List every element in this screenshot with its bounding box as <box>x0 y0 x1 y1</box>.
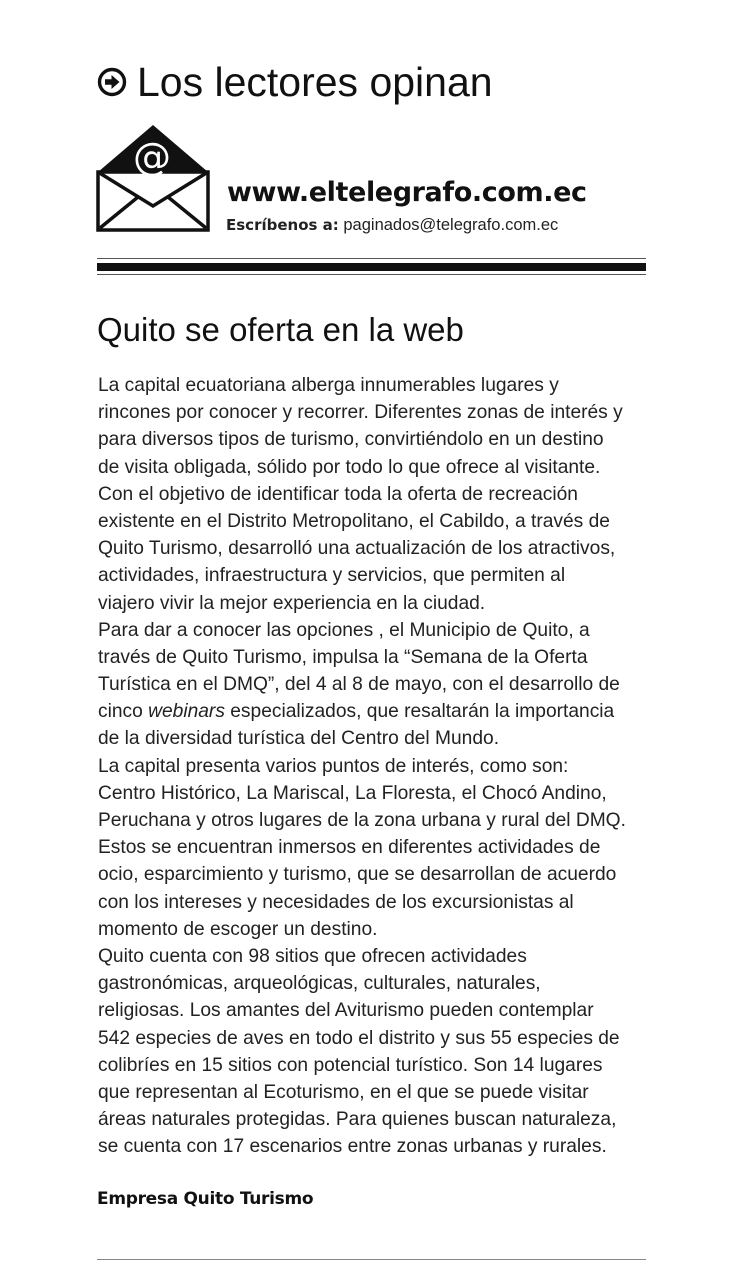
article-author: Empresa Quito Turismo <box>97 1189 314 1209</box>
divider-bottom <box>97 1259 646 1260</box>
svg-text:@: @ <box>133 135 171 179</box>
write-to-label: Escríbenos a: <box>226 216 339 234</box>
article-line: de la diversidad turística del Centro del Mundo. <box>98 728 500 750</box>
article-line: Quito cuenta con 98 sitios que ofrecen actividades <box>98 945 527 967</box>
article-line: ocio, esparcimiento y turismo, que se desarrollan de acuerdo <box>98 864 617 886</box>
divider-thin-top <box>97 258 646 259</box>
website-url[interactable]: www.eltelegrafo.com.ec <box>227 177 587 208</box>
article-line: Estos se encuentran inmersos en diferentes actividades de <box>98 837 601 859</box>
divider-thin-bottom <box>97 274 646 275</box>
article-line: Centro Histórico, La Mariscal, La Floresta, el Chocó Andino, <box>98 782 607 804</box>
article-line: Turística en el DMQ”, del 4 al 8 de mayo, con el desarrollo de <box>98 674 620 696</box>
article-line: Para dar a conocer las opciones , el Municipio de Quito, a <box>98 619 590 641</box>
section-header <box>97 56 493 108</box>
divider-thick <box>97 263 646 271</box>
article-line: viajero vivir la mejor experiencia en la ciudad. <box>98 592 486 614</box>
article-line: actividades, infraestructura y servicios, que permiten al <box>98 565 566 587</box>
email-envelope-icon <box>96 122 210 233</box>
article-line: 542 especies de aves en todo el distrito y sus 55 especies de <box>98 1027 620 1049</box>
article-line: momento de escoger un destino. <box>98 918 378 940</box>
article-line: áreas naturales protegidas. Para quienes buscan naturaleza, <box>98 1109 617 1131</box>
line-text-before: cinco <box>98 701 149 723</box>
article-line: gastronómicas, arqueológicas, culturales, naturales, <box>98 973 541 995</box>
article-line: colibríes en 15 sitios con potencial turístico. Son 14 lugares <box>98 1054 603 1076</box>
article-line: religiosas. Los amantes del Aviturismo pueden contemplar <box>98 1000 594 1022</box>
article-line: La capital presenta varios puntos de interés, como son: <box>98 755 569 777</box>
article-body <box>98 372 658 1160</box>
article-line: existente en el Distrito Metropolitano, el Cabildo, a través de <box>98 510 610 532</box>
article-line: se cuenta con 17 escenarios entre zonas urbanas y rurales. <box>98 1136 607 1158</box>
article-line: rincones por conocer y recorrer. Diferentes zonas de interés y <box>98 402 623 424</box>
article-line: La capital ecuatoriana alberga innumerables lugares y <box>98 375 559 396</box>
webinars-italic: webinars <box>148 701 225 723</box>
article-line: para diversos tipos de turismo, convirtiéndolo en un destino <box>98 429 604 451</box>
article-line: Peruchana y otros lugares de la zona urbana y rural del DMQ. <box>98 810 626 831</box>
section-title: Los lectores opinan <box>137 59 493 105</box>
article-line: de visita obligada, sólido por todo lo que ofrece al visitante. <box>98 456 601 478</box>
article-line: Quito Turismo, desarrolló una actualización de los atractivos, <box>98 538 616 560</box>
circle-arrow-right-icon <box>97 67 127 97</box>
article-line-webinars <box>98 698 658 725</box>
contact-email-line <box>226 213 558 237</box>
email-address[interactable]: paginados@telegrafo.com.ec <box>343 216 559 234</box>
article-headline: Quito se oferta en la web <box>97 311 464 348</box>
article-line: con los intereses y necesidades de los excursionistas al <box>98 891 574 913</box>
article-line: través de Quito Turismo, impulsa la “Semana de la Oferta <box>98 646 588 668</box>
line-text-after: especializados, que resaltarán la importancia <box>224 701 615 723</box>
article-line: que representan al Ecoturismo, en el que se puede visitar <box>98 1081 589 1103</box>
article-line: Con el objetivo de identificar toda la oferta de recreación <box>98 483 578 505</box>
